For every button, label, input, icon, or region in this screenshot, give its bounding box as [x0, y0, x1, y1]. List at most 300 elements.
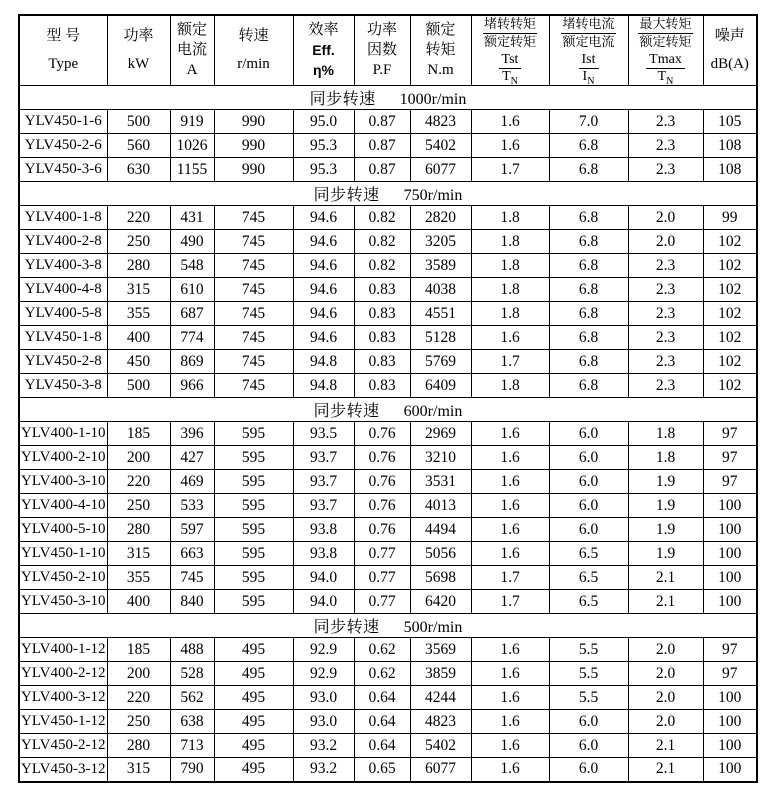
cell-power-kw: 315	[107, 758, 170, 782]
cell-power-factor: 0.77	[354, 590, 410, 614]
col-header-noise	[703, 15, 757, 86]
cell-tmax-tn: 2.3	[628, 374, 703, 398]
spec-row	[19, 206, 757, 230]
cell-noise: 100	[703, 590, 757, 614]
cell-rated-current: 562	[170, 686, 214, 710]
col-label-en: Eff.	[312, 42, 335, 58]
spec-row	[19, 134, 757, 158]
cell-tst-tn: 1.6	[471, 758, 549, 782]
cell-noise: 100	[703, 734, 757, 758]
col-label-unit: η%	[313, 62, 334, 78]
spec-table-body	[19, 86, 757, 782]
cell-tst-tn: 1.6	[471, 134, 549, 158]
cell-rated-torque: 5402	[410, 134, 471, 158]
cell-noise: 102	[703, 326, 757, 350]
cell-tmax-tn: 2.1	[628, 758, 703, 782]
cell-efficiency: 92.9	[293, 662, 354, 686]
cell-ist-in: 6.8	[549, 278, 628, 302]
cell-rated-torque: 3859	[410, 662, 471, 686]
cell-speed: 595	[214, 542, 293, 566]
cell-power-kw: 355	[107, 566, 170, 590]
cell-rated-torque: 6409	[410, 374, 471, 398]
cell-tst-tn: 1.7	[471, 158, 549, 182]
cell-power-factor: 0.83	[354, 278, 410, 302]
cell-rated-current: 469	[170, 470, 214, 494]
cell-power-factor: 0.87	[354, 110, 410, 134]
spec-row	[19, 638, 757, 662]
cell-rated-torque: 3589	[410, 254, 471, 278]
spec-row	[19, 686, 757, 710]
col-header-rated-torque	[410, 15, 471, 86]
cell-tst-tn: 1.6	[471, 422, 549, 446]
cell-speed: 495	[214, 710, 293, 734]
spec-row	[19, 710, 757, 734]
cell-efficiency: 95.3	[293, 158, 354, 182]
cell-tmax-tn: 1.8	[628, 422, 703, 446]
cell-efficiency: 93.7	[293, 470, 354, 494]
cell-tst-tn: 1.8	[471, 230, 549, 254]
cell-tst-tn: 1.6	[471, 470, 549, 494]
cell-rated-current: 431	[170, 206, 214, 230]
cell-noise: 100	[703, 710, 757, 734]
cell-noise: 100	[703, 518, 757, 542]
cell-type: YLV400-2-8	[19, 230, 107, 254]
section-header-row	[19, 398, 757, 422]
cell-noise: 100	[703, 542, 757, 566]
cell-type: YLV450-1-6	[19, 110, 107, 134]
cell-tst-tn: 1.6	[471, 518, 549, 542]
cell-efficiency: 94.6	[293, 254, 354, 278]
cell-power-kw: 185	[107, 422, 170, 446]
cell-rated-current: 427	[170, 446, 214, 470]
section-header-row	[19, 614, 757, 638]
cell-efficiency: 93.8	[293, 518, 354, 542]
col-label-cn: 额定	[176, 22, 207, 38]
cell-rated-torque: 2969	[410, 422, 471, 446]
cell-noise: 97	[703, 422, 757, 446]
cell-power-factor: 0.64	[354, 734, 410, 758]
cell-rated-current: 687	[170, 302, 214, 326]
cell-rated-current: 919	[170, 110, 214, 134]
cell-power-factor: 0.62	[354, 638, 410, 662]
cell-noise: 102	[703, 374, 757, 398]
cell-tst-tn: 1.7	[471, 566, 549, 590]
cell-noise: 97	[703, 638, 757, 662]
cell-tst-tn: 1.6	[471, 494, 549, 518]
cell-type: YLV400-1-8	[19, 206, 107, 230]
cell-power-kw: 315	[107, 278, 170, 302]
cell-speed: 595	[214, 494, 293, 518]
cell-tmax-tn: 2.0	[628, 686, 703, 710]
cell-rated-current: 638	[170, 710, 214, 734]
cell-rated-torque: 6077	[410, 158, 471, 182]
cell-noise: 102	[703, 302, 757, 326]
cell-power-factor: 0.65	[354, 758, 410, 782]
cell-rated-current: 1155	[170, 158, 214, 182]
cell-power-kw: 355	[107, 302, 170, 326]
cell-type: YLV400-1-10	[19, 422, 107, 446]
cell-speed: 745	[214, 206, 293, 230]
cell-efficiency: 94.6	[293, 302, 354, 326]
motor-spec-table	[18, 14, 758, 783]
section-title-label: 同步转速	[313, 187, 380, 204]
cell-ist-in: 5.5	[549, 662, 628, 686]
cell-efficiency: 95.3	[293, 134, 354, 158]
cell-noise: 100	[703, 758, 757, 782]
cell-ist-in: 6.8	[549, 326, 628, 350]
spec-row	[19, 158, 757, 182]
cell-noise: 108	[703, 158, 757, 182]
cell-rated-current: 528	[170, 662, 214, 686]
cell-power-factor: 0.87	[354, 158, 410, 182]
cell-power-kw: 280	[107, 734, 170, 758]
cell-ist-in: 6.0	[549, 422, 628, 446]
cell-tmax-tn: 2.0	[628, 206, 703, 230]
cell-efficiency: 93.7	[293, 494, 354, 518]
section-title-label: 同步转速	[309, 91, 376, 108]
section-title-speed: 500r/min	[403, 619, 463, 636]
cell-ist-in: 6.5	[549, 542, 628, 566]
cell-type: YLV450-2-12	[19, 734, 107, 758]
cell-ist-in: 7.0	[549, 110, 628, 134]
spec-row	[19, 590, 757, 614]
cell-power-kw: 500	[107, 374, 170, 398]
section-header-row	[19, 182, 757, 206]
cell-power-factor: 0.64	[354, 686, 410, 710]
cell-tmax-tn: 2.1	[628, 566, 703, 590]
col-header-power-factor	[354, 15, 410, 86]
cell-efficiency: 94.6	[293, 278, 354, 302]
spec-row	[19, 446, 757, 470]
cell-power-kw: 630	[107, 158, 170, 182]
cell-rated-torque: 3205	[410, 230, 471, 254]
cell-efficiency: 94.0	[293, 590, 354, 614]
cell-type: YLV400-5-8	[19, 302, 107, 326]
spec-row	[19, 302, 757, 326]
cell-tmax-tn: 1.9	[628, 542, 703, 566]
section-title	[19, 182, 757, 206]
cell-efficiency: 93.0	[293, 710, 354, 734]
cell-tmax-tn: 2.3	[628, 302, 703, 326]
cell-ist-in: 6.8	[549, 302, 628, 326]
cell-efficiency: 93.8	[293, 542, 354, 566]
col-header-ist-in	[549, 15, 628, 86]
cell-speed: 595	[214, 590, 293, 614]
cell-ist-in: 6.8	[549, 206, 628, 230]
cell-power-factor: 0.62	[354, 662, 410, 686]
fraction-denominator-cn: 额定转矩	[639, 34, 692, 49]
cell-type: YLV450-2-10	[19, 566, 107, 590]
cell-rated-torque: 4551	[410, 302, 471, 326]
cell-tmax-tn: 2.3	[628, 350, 703, 374]
fraction-numerator-sym: Ist	[579, 52, 599, 69]
cell-type: YLV450-2-6	[19, 134, 107, 158]
col-label-cn: 转矩	[425, 42, 456, 58]
spec-row	[19, 494, 757, 518]
spec-row	[19, 758, 757, 782]
cell-noise: 102	[703, 254, 757, 278]
cell-efficiency: 93.2	[293, 734, 354, 758]
col-header-tmax-tn	[628, 15, 703, 86]
cell-noise: 100	[703, 494, 757, 518]
cell-noise: 97	[703, 446, 757, 470]
cell-type: YLV450-2-8	[19, 350, 107, 374]
fraction-numerator-sym: Tmax	[646, 52, 685, 69]
section-title-speed: 1000r/min	[399, 91, 467, 108]
cell-rated-torque: 5769	[410, 350, 471, 374]
cell-tst-tn: 1.6	[471, 638, 549, 662]
cell-type: YLV400-3-12	[19, 686, 107, 710]
col-label-unit: A	[186, 62, 198, 78]
cell-tst-tn: 1.6	[471, 710, 549, 734]
col-header-speed	[214, 15, 293, 86]
spec-row	[19, 110, 757, 134]
cell-tmax-tn: 2.0	[628, 662, 703, 686]
cell-type: YLV400-3-10	[19, 470, 107, 494]
cell-power-kw: 250	[107, 710, 170, 734]
cell-tst-tn: 1.6	[471, 446, 549, 470]
cell-speed: 745	[214, 278, 293, 302]
cell-power-kw: 280	[107, 518, 170, 542]
cell-type: YLV400-2-12	[19, 662, 107, 686]
cell-efficiency: 93.2	[293, 758, 354, 782]
cell-rated-current: 790	[170, 758, 214, 782]
cell-ist-in: 6.0	[549, 758, 628, 782]
col-header-tst-tn	[471, 15, 549, 86]
cell-type: YLV450-3-8	[19, 374, 107, 398]
cell-tmax-tn: 1.9	[628, 470, 703, 494]
fraction-denominator-cn: 额定转矩	[483, 34, 536, 49]
spec-row	[19, 422, 757, 446]
cell-tst-tn: 1.8	[471, 374, 549, 398]
fraction-denominator-cn: 额定电流	[562, 34, 615, 49]
cell-tst-tn: 1.8	[471, 206, 549, 230]
cell-efficiency: 94.6	[293, 206, 354, 230]
cell-speed: 745	[214, 254, 293, 278]
cell-type: YLV400-4-10	[19, 494, 107, 518]
fraction-numerator-cn: 堵转电流	[561, 16, 615, 34]
cell-rated-torque: 4038	[410, 278, 471, 302]
col-label-unit: dB(A)	[710, 56, 749, 72]
cell-ist-in: 6.8	[549, 254, 628, 278]
cell-efficiency: 95.0	[293, 110, 354, 134]
cell-type: YLV450-1-10	[19, 542, 107, 566]
spec-row	[19, 518, 757, 542]
cell-power-kw: 560	[107, 134, 170, 158]
cell-rated-torque: 5128	[410, 326, 471, 350]
cell-rated-current: 745	[170, 566, 214, 590]
cell-rated-torque: 4244	[410, 686, 471, 710]
cell-tmax-tn: 2.3	[628, 134, 703, 158]
spec-row	[19, 734, 757, 758]
cell-speed: 745	[214, 230, 293, 254]
cell-type: YLV450-3-6	[19, 158, 107, 182]
spec-row	[19, 470, 757, 494]
section-title-label: 同步转速	[313, 403, 380, 420]
cell-type: YLV400-3-8	[19, 254, 107, 278]
cell-efficiency: 94.6	[293, 326, 354, 350]
cell-rated-torque: 5698	[410, 566, 471, 590]
cell-tst-tn: 1.8	[471, 278, 549, 302]
cell-power-factor: 0.83	[354, 302, 410, 326]
col-header-type	[19, 15, 107, 86]
col-header-rated-current	[170, 15, 214, 86]
section-title	[19, 86, 757, 110]
cell-speed: 595	[214, 422, 293, 446]
cell-power-kw: 315	[107, 542, 170, 566]
col-label-unit: P.F	[372, 62, 392, 78]
col-label-unit: kW	[127, 56, 150, 72]
spec-row	[19, 662, 757, 686]
cell-tst-tn: 1.6	[471, 734, 549, 758]
cell-type: YLV400-4-8	[19, 278, 107, 302]
cell-power-kw: 200	[107, 662, 170, 686]
cell-speed: 745	[214, 374, 293, 398]
cell-noise: 102	[703, 278, 757, 302]
cell-rated-torque: 5056	[410, 542, 471, 566]
spec-row	[19, 374, 757, 398]
section-title-speed: 600r/min	[403, 403, 463, 420]
cell-speed: 745	[214, 326, 293, 350]
cell-power-factor: 0.76	[354, 422, 410, 446]
cell-tst-tn: 1.7	[471, 350, 549, 374]
cell-speed: 595	[214, 446, 293, 470]
cell-speed: 595	[214, 518, 293, 542]
cell-power-kw: 220	[107, 206, 170, 230]
cell-power-factor: 0.76	[354, 518, 410, 542]
col-label-cn: 型 号	[46, 28, 81, 44]
cell-tmax-tn: 2.0	[628, 230, 703, 254]
cell-tmax-tn: 2.0	[628, 710, 703, 734]
cell-rated-current: 548	[170, 254, 214, 278]
cell-speed: 990	[214, 134, 293, 158]
cell-tmax-tn: 1.9	[628, 518, 703, 542]
cell-rated-current: 869	[170, 350, 214, 374]
cell-type: YLV450-1-8	[19, 326, 107, 350]
cell-noise: 100	[703, 686, 757, 710]
cell-noise: 102	[703, 230, 757, 254]
cell-efficiency: 94.8	[293, 374, 354, 398]
cell-efficiency: 94.6	[293, 230, 354, 254]
cell-rated-torque: 4494	[410, 518, 471, 542]
cell-ist-in: 6.8	[549, 350, 628, 374]
cell-tmax-tn: 1.8	[628, 446, 703, 470]
cell-ist-in: 6.8	[549, 134, 628, 158]
col-label-cn: 功率	[123, 28, 154, 44]
col-label-cn: 效率	[308, 22, 339, 38]
cell-ist-in: 6.8	[549, 158, 628, 182]
cell-power-kw: 400	[107, 590, 170, 614]
cell-tmax-tn: 2.1	[628, 734, 703, 758]
cell-type: YLV400-2-10	[19, 446, 107, 470]
cell-type: YLV400-5-10	[19, 518, 107, 542]
cell-power-factor: 0.76	[354, 494, 410, 518]
cell-power-factor: 0.87	[354, 134, 410, 158]
cell-power-kw: 185	[107, 638, 170, 662]
cell-power-kw: 250	[107, 230, 170, 254]
cell-tmax-tn: 1.9	[628, 494, 703, 518]
cell-tst-tn: 1.7	[471, 590, 549, 614]
cell-tmax-tn: 2.3	[628, 326, 703, 350]
col-label-unit: r/min	[237, 56, 270, 72]
cell-ist-in: 6.5	[549, 590, 628, 614]
cell-speed: 595	[214, 566, 293, 590]
cell-tmax-tn: 2.3	[628, 158, 703, 182]
cell-power-kw: 220	[107, 686, 170, 710]
fraction-numerator-cn: 最大转矩	[638, 16, 692, 34]
spec-row	[19, 254, 757, 278]
cell-speed: 495	[214, 662, 293, 686]
cell-efficiency: 92.9	[293, 638, 354, 662]
fraction-numerator-cn: 堵转转矩	[483, 16, 537, 34]
cell-rated-current: 840	[170, 590, 214, 614]
cell-noise: 102	[703, 350, 757, 374]
spec-row	[19, 566, 757, 590]
cell-efficiency: 94.0	[293, 566, 354, 590]
spec-row	[19, 326, 757, 350]
cell-speed: 495	[214, 686, 293, 710]
col-label-cn: 噪声	[714, 28, 745, 44]
cell-rated-current: 1026	[170, 134, 214, 158]
table-header	[19, 15, 757, 86]
cell-power-kw: 400	[107, 326, 170, 350]
cell-power-factor: 0.83	[354, 326, 410, 350]
cell-noise: 99	[703, 206, 757, 230]
cell-tst-tn: 1.6	[471, 662, 549, 686]
cell-tmax-tn: 2.3	[628, 278, 703, 302]
cell-efficiency: 93.0	[293, 686, 354, 710]
cell-tmax-tn: 2.3	[628, 254, 703, 278]
spec-row	[19, 278, 757, 302]
header-row	[19, 15, 757, 86]
cell-power-factor: 0.83	[354, 350, 410, 374]
cell-rated-torque: 3531	[410, 470, 471, 494]
cell-power-factor: 0.82	[354, 206, 410, 230]
cell-power-kw: 220	[107, 470, 170, 494]
cell-tst-tn: 1.8	[471, 254, 549, 278]
cell-type: YLV450-3-10	[19, 590, 107, 614]
cell-ist-in: 6.5	[549, 566, 628, 590]
cell-power-factor: 0.82	[354, 254, 410, 278]
cell-rated-current: 488	[170, 638, 214, 662]
cell-type: YLV450-3-12	[19, 758, 107, 782]
cell-power-kw: 250	[107, 494, 170, 518]
cell-tmax-tn: 2.1	[628, 590, 703, 614]
cell-speed: 990	[214, 110, 293, 134]
col-label-unit: N.m	[427, 62, 454, 78]
cell-tmax-tn: 2.0	[628, 638, 703, 662]
col-label-cn: 转速	[238, 28, 269, 44]
cell-rated-torque: 4823	[410, 110, 471, 134]
cell-speed: 495	[214, 638, 293, 662]
cell-power-factor: 0.76	[354, 446, 410, 470]
spec-row	[19, 350, 757, 374]
cell-rated-torque: 3569	[410, 638, 471, 662]
section-header-row	[19, 86, 757, 110]
col-label-cn: 电流	[176, 42, 207, 58]
cell-ist-in: 6.0	[549, 710, 628, 734]
cell-tst-tn: 1.8	[471, 302, 549, 326]
cell-power-kw: 200	[107, 446, 170, 470]
cell-rated-torque: 5402	[410, 734, 471, 758]
cell-speed: 745	[214, 350, 293, 374]
cell-speed: 990	[214, 158, 293, 182]
cell-rated-torque: 4823	[410, 710, 471, 734]
section-title	[19, 398, 757, 422]
spec-row	[19, 230, 757, 254]
cell-efficiency: 93.7	[293, 446, 354, 470]
cell-power-factor: 0.83	[354, 374, 410, 398]
